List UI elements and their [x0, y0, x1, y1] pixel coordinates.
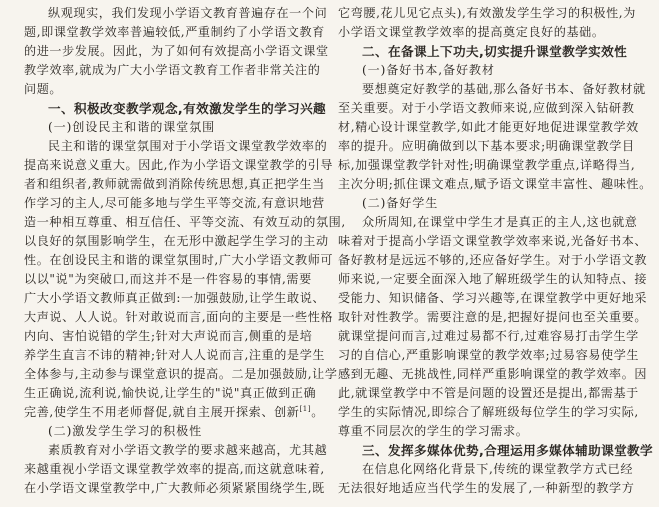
- line-text: 小学语文课堂教学效率的提高奠定良好的基础。: [338, 25, 605, 39]
- line-text: 要想奠定好教学的基础,那么备好书本、备好教材就: [362, 82, 646, 96]
- left-text-line: [24, 479, 325, 498]
- line-text: 生正确说,流利说,愉快说,让学生的"说"真正做到正确: [24, 386, 317, 400]
- line-text: 题,即课堂教学效率普遍较低,严重制约了小学语文教育: [24, 25, 325, 39]
- line-text: 性。在创设民主和谐的课堂氛围时,广大小学语文教师可: [24, 253, 334, 267]
- left-text-line: [24, 61, 320, 80]
- line-text: 受能力、知识储备、学习兴趣等,在课堂教学中更好地采: [338, 291, 648, 305]
- right-heading: [362, 61, 495, 80]
- line-text: (二)激发学生学习的积极性: [48, 424, 203, 438]
- right-text-line: [338, 403, 639, 422]
- right-text-line: [338, 327, 639, 346]
- line-text: 养学生直言不讳的精神;针对人人说而言,注重的是学生: [24, 348, 326, 362]
- citation-marker: [1]: [299, 404, 312, 413]
- right-text-line: [338, 118, 639, 137]
- line-text: 内向、害怕说错的学生;针对大声说而言,侧重的是培: [24, 329, 313, 343]
- line-text: 在信息化网络化背景下,传统的课堂教学方式已经: [362, 462, 634, 476]
- line-text: 学生的实际情况,即综合了解班级每位学生的学习实际,: [338, 405, 639, 419]
- left-text-line: [24, 270, 312, 289]
- left-text-line: [24, 42, 329, 61]
- line-text: 材,精心设计课堂教学,如此才能更好地促进课堂教学效: [338, 120, 639, 134]
- line-text: 无法很好地适应当代学生的发展了,一种新型的教学方: [338, 481, 635, 495]
- line-text: 者和组织者,教师就需做到消除传统思想,真正把学生当: [24, 177, 325, 191]
- left-text-line: [24, 403, 324, 422]
- right-text-line: [338, 384, 639, 403]
- line-text: 问题。: [24, 82, 63, 96]
- left-heading: [48, 118, 215, 137]
- right-heading: [362, 441, 653, 460]
- left-text-line: [24, 80, 62, 99]
- right-text-line: [338, 346, 639, 365]
- right-text-line: [338, 422, 528, 441]
- left-text-line: [24, 175, 325, 194]
- right-text-line: [362, 460, 633, 479]
- left-text-line: [24, 156, 333, 175]
- left-text-line: [48, 4, 327, 23]
- right-text-line: [338, 365, 647, 384]
- line-text: 在小学语文课堂教学中,广大教师必须紧紧围绕学生,既: [24, 481, 325, 495]
- line-text: 此,就课堂教学中不管是问题的设置还是提出,都需基于: [338, 386, 639, 400]
- line-text: (二)备好学生: [362, 196, 439, 210]
- right-text-line: [338, 289, 647, 308]
- right-text-line: [338, 4, 636, 23]
- line-text: 完善,使学生不用老师督促,就自主展开探索、创新: [24, 405, 300, 419]
- line-text: 二、在备课上下功夫,切实提升课堂教学实效性: [362, 44, 628, 59]
- left-text-line: [24, 346, 325, 365]
- left-text-line: [24, 23, 325, 42]
- right-heading: [362, 42, 627, 61]
- left-text-line: [48, 137, 327, 156]
- line-text: (一)备好书本,备好教材: [362, 63, 495, 77]
- line-text: 众所周知,在课堂中学生才是真正的主人,这也就意: [362, 215, 638, 229]
- right-text-line: [338, 137, 635, 156]
- right-text-line: [338, 175, 652, 194]
- line-text: 味着对于提高小学语文课堂教学效率来说,光备好书本、: [338, 234, 648, 248]
- line-text: 来越重视小学语文课堂教学效率的提高,而这就意味着,: [24, 462, 325, 476]
- left-text-line: [24, 251, 333, 270]
- left-text-line: [24, 194, 325, 213]
- left-text-line: [24, 289, 325, 308]
- line-text: (一)创设民主和谐的课堂氛围: [48, 120, 216, 134]
- line-text: 造一种相互尊重、相互信任、平等交流、有效互动的氛围,: [24, 215, 346, 229]
- left-text-line: [24, 213, 346, 232]
- right-text-line: [338, 308, 647, 327]
- left-heading: [48, 99, 326, 118]
- line-text: 以以"说"为突破口,而这并不是一件容易的事情,需要: [24, 272, 312, 286]
- line-text: 备好教材是远远不够的,还应备好学生。对于小学语文教: [338, 253, 648, 267]
- right-text-line: [338, 251, 647, 270]
- right-text-line: [338, 23, 605, 42]
- right-text-line: [338, 232, 647, 251]
- line-text: 感到无趣、无挑战性,同样严重影响课堂的教学效率。因: [338, 367, 648, 381]
- left-text-line: [24, 308, 333, 327]
- line-text: 习的自信心,严重影响课堂的教学效率;过易容易使学生: [338, 348, 640, 362]
- line-text: 提高来说意义重大。因此,作为小学语文课堂教学的引导: [24, 158, 334, 172]
- line-text: 就课堂提问而言,过难过易都不行,过难容易打击学生学: [338, 329, 639, 343]
- line-text: 师来说,一定要全面深入地了解班级学生的认知特点、接: [338, 272, 648, 286]
- line-text: 教学效率,就成为广大小学语文教育工作者非常关注的: [24, 63, 321, 77]
- line-text: 素质教育对小学语文教学的要求越来越高，尤其越: [48, 443, 328, 457]
- left-text-line: [48, 441, 327, 460]
- line-text: 一、积极改变教学观念,有效激发学生的学习兴趣: [48, 101, 327, 116]
- line-text: 主次分明;抓住课文难点,赋予语文课堂丰富性、趣味性。: [338, 177, 652, 191]
- line-text: 大声说、人人说。针对敢说而言,面向的主要是一些性格: [24, 310, 334, 324]
- left-text-line: [24, 365, 338, 384]
- line-text: 以良好的氛围影响学生，在无形中激起学生学习的主动: [24, 234, 329, 248]
- line-text: 标,加强课堂教学针对性;明确课堂教学重点,详略得当,: [338, 158, 636, 172]
- right-text-line: [338, 156, 635, 175]
- left-text-line: [24, 327, 312, 346]
- line-text: 它弯腰,花儿见它点头),有效激发学生学习的积极性,为: [338, 6, 636, 20]
- line-text: 取针对性教学。需要注意的是,把握好提问也至关重要。: [338, 310, 648, 324]
- right-text-line: [362, 213, 637, 232]
- line-text: 全体参与,主动参与课堂意识的提高。二是加强鼓励,让学: [24, 367, 338, 381]
- right-text-line: [338, 270, 647, 289]
- right-heading: [362, 194, 438, 213]
- line-tail: 。: [311, 405, 324, 419]
- left-text-line: [24, 232, 329, 251]
- line-text: 广大小学语文教师真正做到:一加强鼓励,让学生敢说、: [24, 291, 326, 305]
- line-text: 率的提升。应明确做到以下基本要求;明确课堂教学目: [338, 139, 635, 153]
- line-text: 民主和谐的课堂氛围对于小学语文课堂教学效率的: [48, 139, 328, 153]
- left-text-line: [24, 460, 325, 479]
- line-text: 至关重要。对于小学语文教师来说,应做到深入钻研教: [338, 101, 635, 115]
- right-text-line: [338, 479, 634, 498]
- left-text-line: [24, 384, 316, 403]
- line-text: 纵观现实，我们发现小学语文教育普遍存在一个问: [48, 6, 328, 20]
- right-text-line: [338, 99, 634, 118]
- line-text: 作学习的主人,尽可能多地与学生平等交流,有意识地营: [24, 196, 325, 210]
- line-text: 的进一步发展。因此，为了如何有效提高小学语文课堂: [24, 44, 329, 58]
- right-text-line: [362, 80, 646, 99]
- left-heading: [48, 422, 202, 441]
- line-text: 三、发挥多媒体优势,合理运用多媒体辅助课堂教学: [362, 443, 654, 458]
- line-text: 尊重不同层次的学生的学习需求。: [338, 424, 529, 438]
